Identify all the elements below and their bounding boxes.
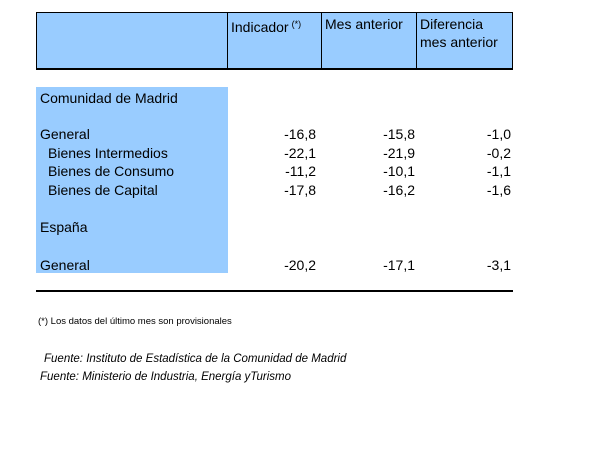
- header-divider: [416, 12, 417, 69]
- cell-mes-anterior: -21,9: [383, 145, 415, 161]
- cell-diferencia: -1,1: [486, 163, 511, 179]
- row-label: General: [40, 126, 90, 142]
- source-line: Fuente: Instituto de Estadística de la Comunidad de Madrid: [44, 353, 347, 365]
- cell-indicador: -22,1: [284, 145, 316, 161]
- cell-diferencia: -1,0: [486, 126, 511, 142]
- cell-mes-anterior: -15,8: [383, 126, 415, 142]
- table-bottom-rule: [36, 290, 513, 292]
- cell-mes-anterior: -10,1: [383, 163, 415, 179]
- column-header-indicador-label: Indicador: [231, 19, 289, 35]
- cell-diferencia: -0,2: [486, 145, 511, 161]
- section-title-espana: España: [40, 219, 88, 235]
- cell-indicador: -11,2: [285, 163, 316, 179]
- row-label: Bienes de Consumo: [48, 163, 175, 179]
- column-header-diferencia-line1: Diferencia: [420, 16, 484, 32]
- cell-indicador: -20,2: [284, 257, 316, 273]
- header-divider: [227, 12, 228, 69]
- cell-diferencia: -1,6: [486, 182, 511, 198]
- cell-mes-anterior: -17,1: [383, 257, 415, 273]
- row-label-column: [36, 87, 228, 273]
- source-line: Fuente: Ministerio de Industria, Energía yTurismo: [40, 371, 291, 383]
- header-divider: [321, 12, 322, 69]
- section-title-madrid: Comunidad de Madrid: [40, 90, 178, 106]
- footnote: (*) Los datos del último mes son provisionales: [38, 316, 232, 327]
- cell-indicador: -16,8: [284, 126, 316, 142]
- column-header-indicador: [231, 15, 301, 36]
- row-label: Bienes Intermedios: [48, 145, 168, 161]
- cell-diferencia: -3,1: [486, 257, 511, 273]
- column-header-diferencia-line2: mes anterior: [420, 34, 498, 50]
- cell-mes-anterior: -16,2: [383, 182, 415, 198]
- provisional-mark: (*): [291, 19, 302, 29]
- row-label: Bienes de Capital: [48, 182, 158, 198]
- row-label: General: [40, 257, 90, 273]
- column-header-mes-anterior: Mes anterior: [325, 16, 403, 32]
- cell-indicador: -17,8: [284, 182, 316, 198]
